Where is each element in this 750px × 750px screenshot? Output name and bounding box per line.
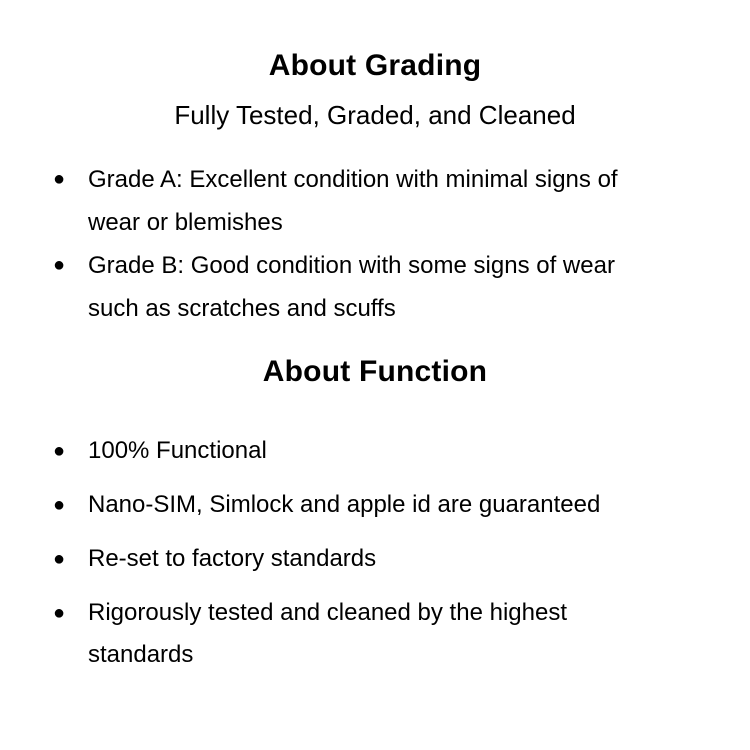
list-item [0,158,648,244]
list-item-text: Nano-SIM, Simlock and apple id are guaranteed [88,491,601,518]
list-item [0,592,648,676]
bullet-icon: ● [53,168,66,190]
list-item-text: Re-set to factory standards [88,545,377,572]
list-item-text: Rigorously tested and cleaned by the highest standards [88,599,567,668]
list-item-text: Grade A: Excellent condition with minimal signs of wear or blemishes [88,166,618,236]
grading-section-subtitle: Fully Tested, Graded, and Cleaned [174,100,576,130]
list-item [0,430,648,472]
list-item-text: 100% Functional [88,437,267,464]
list-item [0,244,648,330]
grading-section-title: About Grading [268,49,482,82]
function-section-title: About Function [262,355,488,388]
grading-bullet-list [0,158,750,330]
bullet-icon: ● [53,254,66,276]
list-item [0,484,648,526]
bullet-icon: ● [53,440,66,462]
list-item [0,538,648,580]
bullet-icon: ● [53,494,66,516]
bullet-icon: ● [53,602,66,624]
bullet-icon: ● [53,548,66,570]
list-item-text: Grade B: Good condition with some signs of wear such as scratches and scuffs [88,252,615,322]
function-bullet-list [0,430,750,676]
